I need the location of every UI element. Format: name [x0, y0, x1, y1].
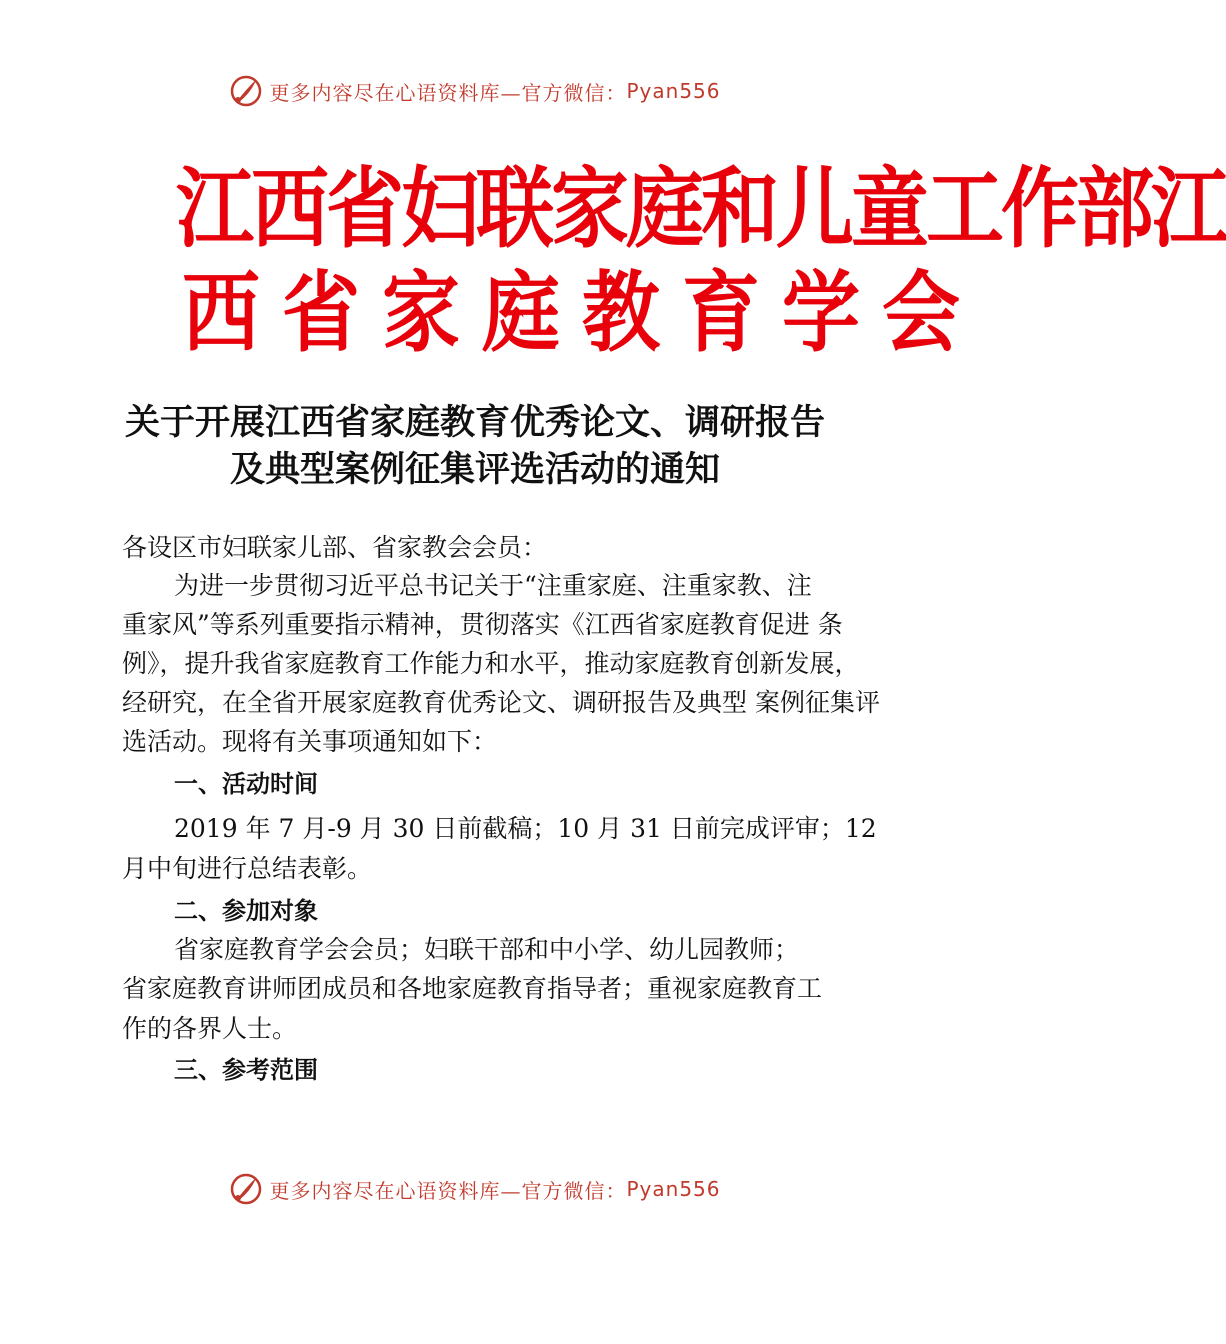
section-line: 作的各界人士。 — [122, 1014, 298, 1043]
intro-line: 例》，提升我省家庭教育工作能力和水平，推动家庭教育创新发展， — [122, 649, 860, 678]
document-title-line-1: 关于开展江西省家庭教育优秀论文、调研报告 — [124, 402, 825, 443]
watermark-top — [0, 74, 950, 108]
watermark-text: 更多内容尽在心语资料库—官方微信： — [269, 80, 627, 105]
intro-line: 经研究，在全省开展家庭教育优秀论文、调研报告及典型 案例征集评 — [122, 688, 880, 717]
quill-logo-icon — [229, 1172, 263, 1206]
document-title-line-2: 及典型案例征集评选活动的通知 — [229, 449, 720, 490]
section-heading-participants: 二、参加对象 — [174, 897, 318, 925]
header-line-2: 西省家庭教育学会 — [182, 263, 983, 365]
watermark-id: Pyan556 — [626, 1177, 721, 1201]
intro-line: 选活动。现将有关事项通知如下： — [122, 727, 498, 756]
section-heading-time: 一、活动时间 — [174, 770, 318, 798]
quill-logo-icon — [229, 74, 263, 108]
watermark-id: Pyan556 — [626, 79, 721, 103]
watermark-text: 更多内容尽在心语资料库—官方微信： — [269, 1178, 627, 1203]
intro-line: 重家风”等系列重要指示精神，贯彻落实《江西省家庭教育促进 条 — [122, 610, 843, 639]
section-heading-scope: 三、参考范围 — [174, 1056, 318, 1084]
intro-line: 为进一步贯彻习近平总书记关于“注重家庭、注重家教、注 — [174, 571, 812, 600]
section-line: 省家庭教育讲师团成员和各地家庭教育指导者；重视家庭教育工 — [122, 974, 823, 1003]
section-line: 月中旬进行总结表彰。 — [122, 854, 373, 883]
watermark-bottom — [0, 1172, 950, 1206]
salutation: 各设区市妇联家儿部、省家教会会员： — [122, 533, 548, 562]
header-line-1: 江西省妇联家庭和儿童工作部江 — [176, 159, 1226, 261]
section-line: 2019 年 7 月-9 月 30 日前截稿；10 月 31 日前完成评审；12 — [174, 814, 877, 843]
section-line: 省家庭教育学会会员；妇联干部和中小学、幼儿园教师； — [174, 935, 800, 964]
